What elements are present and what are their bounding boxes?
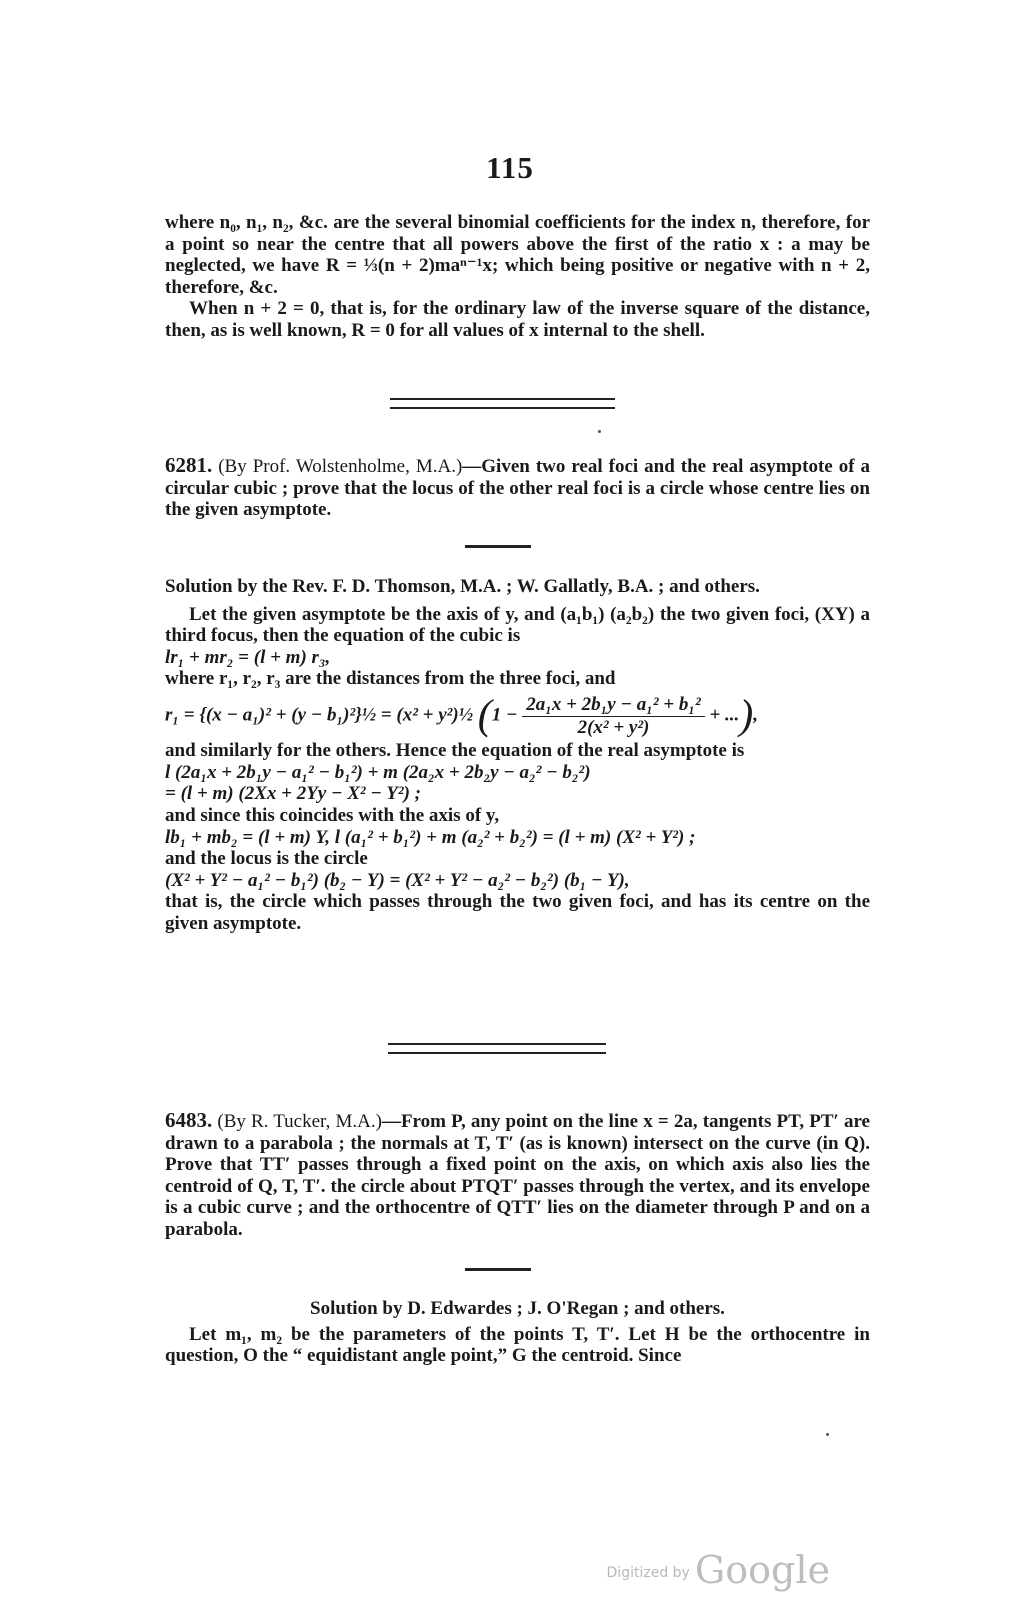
solution-paragraph: and the locus is the circle	[165, 848, 368, 870]
problem-number: 6483.	[165, 1108, 213, 1132]
continuation-text	[165, 212, 870, 342]
short-divider-2	[465, 1268, 531, 1271]
fraction-denominator: 2(x² + y²)	[577, 716, 650, 738]
solution-heading: Solution by the Rev. F. D. Thomson, M.A. ; W. Gallatly, B.A. ; and others.	[165, 576, 760, 597]
solution-heading: Solution by D. Edwardes ; J. O'Regan ; and others.	[310, 1298, 725, 1319]
problem-author: (By R. Tucker, M.A.)	[217, 1111, 382, 1132]
solution-paragraph: Let m₁, m₂ be the parameters of the points T, T′. Let H be the orthocentre in question, O the “ equidistant angle point,” G the centroid. Since	[165, 1323, 870, 1367]
print-speck	[826, 1433, 829, 1436]
solution-6483	[165, 1298, 870, 1367]
equation-r1-open: 1 −	[491, 704, 518, 726]
equation-asymptote-b: = (l + m) (2Xx + 2Yy − X² − Y²) ;	[165, 783, 421, 805]
left-paren: (	[477, 692, 492, 739]
right-paren: )	[739, 692, 754, 739]
solution-paragraph: where r₁, r₂, r₃ are the distances from the three foci, and	[165, 668, 616, 690]
problem-6281	[165, 455, 870, 521]
equation-coincide: lb₁ + mb₂ = (l + m) Y, l (a₁² + b₁²) + m (a₂² + b₂²) = (l + m) (X² + Y²) ;	[165, 826, 696, 848]
equation-r1-fraction	[522, 694, 705, 738]
short-divider-1	[465, 545, 531, 548]
problem-number: 6281.	[165, 453, 213, 477]
fraction-numerator: 2a₁x + 2b₁y − a₁² + b₁²	[522, 694, 705, 717]
google-logo: Google	[694, 1548, 830, 1592]
problem-statement: —From P, any point on the line x = 2a, tangents PT, PT′ are drawn to a parabola ; the normals at T, T′ (as is known) intersect on the curve (in Q). Prove that TT′ passes through a fixed point on the axis, on which axis also lies the centroid of Q, T, T′. the circle about PTQT′ passes through the vertex, and its envelope is a cubic curve ; and the orthocentre of QTT′ lies on the diameter through P and on a parabola.	[165, 1111, 870, 1240]
equation-r1-tail: + ...	[709, 704, 740, 726]
solution-paragraph: and similarly for the others. Hence the equation of the real asymptote is	[165, 740, 745, 762]
problem-author: (By Prof. Wolstenholme, M.A.)	[218, 456, 463, 477]
print-speck	[598, 430, 601, 433]
section-divider-1	[390, 398, 615, 409]
solution-paragraph: and since this coincides with the axis of y,	[165, 804, 500, 826]
continuation-paragraph-1: where n₀, n₁, n₂, &c. are the several binomial coefficients for the index n, therefore, for a point so near the centre that all powers above the first of the ratio x : a may be neglected, we have R = ⅓(n + 2)maⁿ⁻¹x; which being positive or negative with n + 2, therefore, &c.	[165, 212, 870, 298]
equation-r1-lhs: r₁ = {(x − a₁)² + (y − b₁)²}½ = (x² + y²)½	[165, 704, 473, 726]
digitized-watermark	[607, 1548, 830, 1592]
equation-cubic: lr₁ + mr₂ = (l + m) r₃,	[165, 646, 331, 668]
section-divider-2	[388, 1043, 606, 1054]
page-number: 115	[486, 150, 534, 185]
equation-r1: r₁ = {(x − a₁)² + (y − b₁)²}½ = (x² + y²)½ (1 − $\frac{\text{2a₁x + 2b₁y − a₁² + b₁²}}{\text{2(x² + y²)}}$ + ...),	[165, 692, 759, 739]
solution-paragraph: that is, the circle which passes through the two given foci, and has its centre on the given asymptote.	[165, 891, 870, 934]
equation-circle: (X² + Y² − a₁² − b₁²) (b₂ − Y) = (X² + Y² − a₂² − b₂²) (b₁ − Y),	[165, 869, 630, 891]
problem-6483	[165, 1110, 870, 1241]
watermark-prefix: Digitized by	[606, 1565, 690, 1581]
solution-6281	[165, 576, 870, 935]
solution-paragraph: Let the given asymptote be the axis of y, and (a₁b₁) (a₂b₂) the two given foci, (XY) a third focus, then the equation of the cubic is	[165, 603, 870, 647]
continuation-paragraph-2: When n + 2 = 0, that is, for the ordinary law of the inverse square of the distance, then, as is well known, R = 0 for all values of x internal to the shell.	[165, 298, 870, 341]
problem-statement: —Given two real foci and the real asymptote of a circular cubic ; prove that the locus of the other real foci is a circle whose centre lies on the given asymptote.	[165, 456, 870, 521]
equation-asymptote-a: l (2a₁x + 2b₁y − a₁² − b₁²) + m (2a₂x + 2b₂y − a₂² − b₂²)	[165, 761, 591, 783]
